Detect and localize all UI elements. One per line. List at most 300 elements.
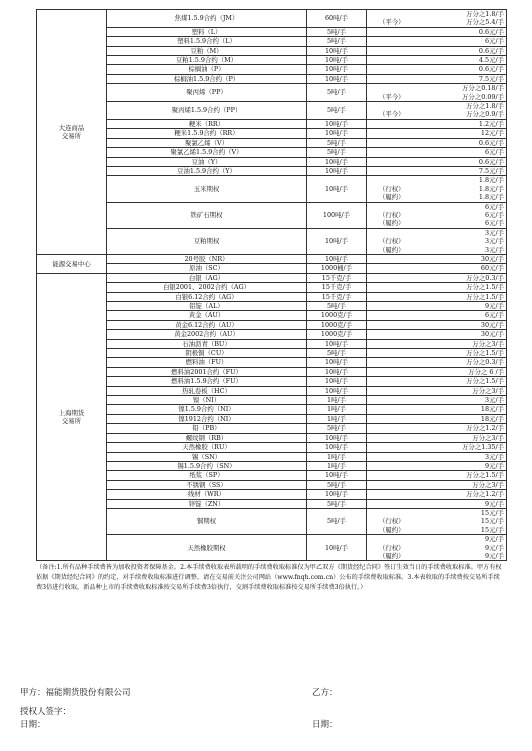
fee-line	[369, 47, 504, 55]
fee-line	[369, 84, 504, 92]
fee-cell	[367, 414, 507, 423]
fee-line	[369, 462, 504, 470]
product-cell: 塑料1.5.9合约（L）	[107, 37, 307, 46]
table-row	[37, 264, 507, 273]
fee-qualifier: （行权）	[379, 517, 405, 526]
fee-value: 万分之3/手	[472, 339, 504, 348]
fee-cell	[367, 358, 507, 367]
fee-cell	[367, 46, 507, 55]
fee-line	[369, 148, 504, 156]
fee-line	[369, 56, 504, 64]
fee-line	[369, 481, 504, 489]
table-row	[37, 10, 507, 28]
fee-cell	[367, 65, 507, 74]
unit-cell: 10吨/手	[307, 433, 367, 442]
fee-value: 万分之1.8/手	[466, 10, 504, 18]
fee-qualifier	[369, 340, 379, 348]
unit-cell: 10吨/手	[307, 386, 367, 395]
fee-value: 12元/手	[480, 129, 504, 138]
fee-value: 万分之3/手	[472, 386, 504, 395]
table-row	[37, 433, 507, 442]
table-row	[37, 74, 507, 83]
table-row	[37, 46, 507, 55]
fee-qualifier	[369, 102, 379, 110]
fee-cell	[367, 228, 507, 254]
fee-value: 0.6元/手	[478, 27, 504, 36]
fee-cell	[367, 471, 507, 480]
fee-qualifier	[369, 535, 379, 543]
fee-qualifier: （平今）	[379, 92, 405, 101]
fee-cell	[367, 330, 507, 339]
fee-cell	[367, 367, 507, 376]
table-row	[37, 367, 507, 376]
product-cell: 黄金2002合约（AU）	[107, 330, 307, 339]
fee-line	[369, 274, 504, 282]
product-cell: 石油沥青（BU）	[107, 339, 307, 348]
fee-value: 万分之1.5/手	[466, 292, 504, 301]
fee-cell	[367, 405, 507, 414]
unit-cell: 10吨/手	[307, 65, 367, 74]
fee-value: 1.2元/手	[478, 119, 504, 128]
product-cell: 燃料油1.5.9合约（FU）	[107, 377, 307, 386]
table-row	[37, 508, 507, 534]
fee-value: 6元/手	[484, 202, 504, 211]
date-b-label: 日期：	[312, 720, 338, 730]
remarks-note: （备注:1.所有品种手续费皆为加收投资者保障基金。2.本手续费收取表所载明的手续费收取标准仅为甲乙双方《期货经纪合同》签订生效当日的手续费收取标准。甲方有权依据《期货经纪合同》的约定，对手续费收取标准进行调整。请在交易前关注公司网站（www.fnqh.com.cn）公布的手续费收取标准。3.本表收取的手续费按交易所手续费3倍进行收取，新品种上市的手续费收取标准按交易所手续费3倍执行，交割手续费收取标准按交易所手续费3倍执行。）	[36, 564, 502, 592]
fee-value: 15元/手	[480, 525, 504, 534]
fee-line	[369, 453, 504, 461]
product-cell: 豆粕1.5.9合约（M）	[107, 56, 307, 65]
fee-line	[369, 415, 504, 423]
fee-line	[369, 246, 504, 254]
fee-value: 18元/手	[480, 414, 504, 423]
fee-qualifier	[369, 37, 379, 45]
unit-cell: 10吨/手	[307, 535, 367, 561]
table-row	[37, 490, 507, 499]
fee-qualifier	[369, 274, 379, 282]
exchange-cell	[37, 273, 107, 561]
product-cell: 锡1.5.9合约（SN）	[107, 461, 307, 470]
fee-cell	[367, 119, 507, 128]
fee-value: 6元/手	[484, 311, 504, 320]
product-cell: 棕榈油1.5.9合约（P）	[107, 74, 307, 83]
product-cell: 焦煤1.5.9合约（JM）	[107, 10, 307, 28]
unit-cell: 5吨/手	[307, 102, 367, 120]
fee-qualifier	[369, 129, 379, 137]
fee-qualifier: （行权）	[379, 210, 405, 219]
table-row	[37, 56, 507, 65]
fee-line	[369, 526, 504, 534]
fee-value: 万分之1.5/手	[466, 349, 504, 358]
unit-cell: 10吨/手	[307, 443, 367, 452]
fee-line	[369, 377, 504, 385]
product-cell: 天然橡胶（RU）	[107, 443, 307, 452]
fee-qualifier	[369, 405, 379, 413]
fee-line	[369, 110, 504, 118]
fee-cell	[367, 424, 507, 433]
fee-line	[369, 368, 504, 376]
table-row	[37, 535, 507, 561]
unit-cell: 5吨/手	[307, 499, 367, 508]
fee-qualifier	[369, 434, 379, 442]
product-cell: 铜期权	[107, 508, 307, 534]
fee-qualifier	[369, 311, 379, 319]
product-cell: 聚丙烯1.5.9合约（PP）	[107, 102, 307, 120]
fee-value: 万分之0.18/手	[462, 84, 504, 93]
table-row	[37, 339, 507, 348]
table-row	[37, 320, 507, 329]
fee-qualifier	[369, 368, 379, 376]
product-cell: 热轧卷板（HC）	[107, 386, 307, 395]
unit-cell: 15千克/手	[307, 273, 367, 282]
unit-cell: 1吨/手	[307, 414, 367, 423]
fee-value: 0.6元/手	[478, 138, 504, 147]
product-cell: 豆油1.5.9合约（Y）	[107, 166, 307, 175]
fee-cell	[367, 166, 507, 175]
fee-value: 6元/手	[484, 148, 504, 157]
fee-qualifier: （平今）	[379, 110, 405, 119]
unit-cell: 10吨/手	[307, 129, 367, 138]
product-cell: 粳米1.5.9合约（RR）	[107, 129, 307, 138]
fee-value: 0.6元/手	[478, 46, 504, 55]
table-row	[37, 349, 507, 358]
party-b-label: 乙方：	[312, 688, 338, 698]
product-cell: 燃料油（FU）	[107, 358, 307, 367]
fee-value: 9元/手	[484, 499, 504, 508]
exchange-name-line: 能源交易中心	[52, 259, 91, 268]
table-row	[37, 396, 507, 405]
fee-schedule-document	[36, 9, 506, 593]
fee-line	[369, 535, 504, 543]
product-cell: 玉米期权	[107, 176, 307, 202]
product-cell: 白银6.12合约（AG）	[107, 292, 307, 301]
unit-cell: 5吨/手	[307, 302, 367, 311]
fee-line	[369, 65, 504, 73]
fee-table	[36, 9, 507, 561]
fee-value: 6元/手	[484, 37, 504, 46]
date-a-label: 日期：	[20, 720, 46, 730]
fee-line	[369, 321, 504, 329]
exchange-cell	[37, 10, 107, 255]
fee-value: 9元/手	[484, 461, 504, 470]
table-row	[37, 202, 507, 228]
fee-line	[369, 293, 504, 301]
unit-cell: 5吨/手	[307, 508, 367, 534]
fee-line	[369, 139, 504, 147]
product-cell: 粳米（RR）	[107, 119, 307, 128]
fee-line	[369, 396, 504, 404]
fee-qualifier	[369, 471, 379, 479]
fee-cell	[367, 129, 507, 138]
fee-line	[369, 120, 504, 128]
fee-line	[369, 237, 504, 245]
fee-value: 万分之0.3/手	[466, 273, 504, 282]
fee-value: 4.5元/手	[478, 56, 504, 65]
fee-line	[369, 349, 504, 357]
fee-qualifier	[369, 302, 379, 310]
fee-line	[369, 517, 504, 525]
fee-cell	[367, 508, 507, 534]
product-cell: 聚氯乙烯1.5.9合约（V）	[107, 148, 307, 157]
fee-qualifier	[369, 293, 379, 301]
fee-qualifier	[369, 481, 379, 489]
unit-cell: 10吨/手	[307, 254, 367, 263]
fee-line	[369, 552, 504, 560]
table-row	[37, 386, 507, 395]
table-row	[37, 27, 507, 36]
fee-value: 6元/手	[484, 210, 504, 219]
unit-cell: 1吨/手	[307, 452, 367, 461]
unit-cell: 10吨/手	[307, 339, 367, 348]
fee-cell	[367, 157, 507, 166]
fee-cell	[367, 499, 507, 508]
unit-cell: 1000克/手	[307, 330, 367, 339]
fee-value: 万分之1.5/手	[466, 471, 504, 480]
fee-qualifier	[369, 387, 379, 395]
fee-value: 万分之1.2/手	[466, 424, 504, 433]
unit-cell: 5吨/手	[307, 138, 367, 147]
table-row	[37, 176, 507, 202]
fee-cell	[367, 396, 507, 405]
exchange-name-line: 交易所	[61, 131, 82, 140]
product-cell: 纸浆（SP）	[107, 471, 307, 480]
unit-cell: 60吨/手	[307, 10, 367, 28]
table-row	[37, 102, 507, 120]
fee-line	[369, 340, 504, 348]
fee-cell	[367, 264, 507, 273]
fee-line	[369, 255, 504, 263]
table-row	[37, 424, 507, 433]
fee-qualifier	[369, 453, 379, 461]
product-cell: 豆粕期权	[107, 228, 307, 254]
product-cell: 黄金6.12合约（AU）	[107, 320, 307, 329]
unit-cell: 10吨/手	[307, 74, 367, 83]
fee-qualifier	[369, 10, 379, 18]
fee-value: 18元/手	[480, 405, 504, 414]
fee-line	[369, 405, 504, 413]
table-row	[37, 148, 507, 157]
fee-value: 万分之0.3/手	[466, 358, 504, 367]
table-row	[37, 302, 507, 311]
fee-value: 1.8元/手	[478, 193, 504, 202]
product-cell: 镍1912合约（NI）	[107, 414, 307, 423]
product-cell: 锌锭（ZN）	[107, 499, 307, 508]
fee-qualifier	[369, 264, 379, 272]
fee-value: 60元/手	[480, 264, 504, 273]
fee-value: 3元/手	[484, 396, 504, 405]
fee-line	[369, 283, 504, 291]
fee-cell	[367, 490, 507, 499]
fee-line	[369, 330, 504, 338]
fee-qualifier: （履约）	[379, 219, 405, 228]
fee-qualifier	[369, 424, 379, 432]
fee-cell	[367, 74, 507, 83]
unit-cell: 10吨/手	[307, 367, 367, 376]
unit-cell: 15千克/手	[307, 292, 367, 301]
product-cell: 聚氯乙烯（V）	[107, 138, 307, 147]
fee-cell	[367, 452, 507, 461]
unit-cell: 1吨/手	[307, 396, 367, 405]
product-cell: 天然橡胶期权	[107, 535, 307, 561]
fee-qualifier: （履约）	[379, 245, 405, 254]
fee-cell	[367, 148, 507, 157]
fee-value: 9元/手	[484, 551, 504, 560]
fee-value: 3元/手	[484, 237, 504, 246]
fee-value: 9元/手	[484, 543, 504, 552]
fee-qualifier	[369, 176, 379, 184]
fee-line	[369, 28, 504, 36]
fee-value: 1.8元/手	[478, 184, 504, 193]
fee-qualifier	[369, 148, 379, 156]
fee-cell	[367, 339, 507, 348]
fee-qualifier	[369, 139, 379, 147]
unit-cell: 1000克/手	[307, 320, 367, 329]
table-row	[37, 65, 507, 74]
unit-cell: 5吨/手	[307, 480, 367, 489]
fee-qualifier	[369, 47, 379, 55]
product-cell: 塑料（L）	[107, 27, 307, 36]
fee-line	[369, 229, 504, 237]
unit-cell: 1吨/手	[307, 461, 367, 470]
table-row	[37, 414, 507, 423]
fee-qualifier	[369, 229, 379, 237]
unit-cell: 10吨/手	[307, 358, 367, 367]
fee-line	[369, 311, 504, 319]
table-row	[37, 119, 507, 128]
table-row	[37, 480, 507, 489]
unit-cell: 15千克/手	[307, 283, 367, 292]
fee-qualifier	[369, 167, 379, 175]
fee-cell	[367, 56, 507, 65]
table-row	[37, 228, 507, 254]
fee-value: 万分之3/手	[472, 433, 504, 442]
table-row	[37, 452, 507, 461]
product-cell: 镍1.5.9合约（NI）	[107, 405, 307, 414]
fee-value: 万分之3/手	[472, 480, 504, 489]
table-row	[37, 330, 507, 339]
fee-line	[369, 490, 504, 498]
fee-qualifier	[369, 396, 379, 404]
unit-cell: 10吨/手	[307, 119, 367, 128]
unit-cell: 10吨/手	[307, 176, 367, 202]
table-row	[37, 311, 507, 320]
table-row	[37, 129, 507, 138]
unit-cell: 100吨/手	[307, 202, 367, 228]
unit-cell: 10吨/手	[307, 490, 367, 499]
product-cell: 燃料油2001合约（FU）	[107, 367, 307, 376]
product-cell: 20号胶（NR）	[107, 254, 307, 263]
fee-line	[369, 167, 504, 175]
exchange-cell	[37, 254, 107, 273]
fee-qualifier	[369, 330, 379, 338]
fee-cell	[367, 283, 507, 292]
fee-cell	[367, 349, 507, 358]
product-cell: 螺纹钢（RB）	[107, 433, 307, 442]
fee-line	[369, 158, 504, 166]
fee-line	[369, 75, 504, 83]
fee-value: 万分之5.4/手	[466, 18, 504, 27]
product-cell: 不锈钢（SS）	[107, 480, 307, 489]
unit-cell: 1吨/手	[307, 405, 367, 414]
fee-qualifier	[369, 255, 379, 263]
fee-cell	[367, 202, 507, 228]
fee-value: 万分之1.35/手	[462, 443, 504, 452]
fee-cell	[367, 311, 507, 320]
fee-value: 万分之0.09/手	[462, 92, 504, 101]
fee-cell	[367, 443, 507, 452]
fee-value: 6元/手	[484, 219, 504, 228]
fee-line	[369, 387, 504, 395]
fee-value: 万分之1.8/手	[466, 102, 504, 111]
unit-cell: 1000桶/手	[307, 264, 367, 273]
fee-cell	[367, 176, 507, 202]
fee-qualifier	[369, 462, 379, 470]
fee-qualifier	[369, 28, 379, 36]
table-row	[37, 377, 507, 386]
fee-cell	[367, 27, 507, 36]
table-row	[37, 471, 507, 480]
fee-qualifier: （履约）	[379, 193, 405, 202]
party-a-label: 甲方：福能期货股份有限公司	[20, 688, 131, 698]
fee-cell	[367, 273, 507, 282]
fee-line	[369, 264, 504, 272]
unit-cell: 5吨/手	[307, 37, 367, 46]
fee-cell	[367, 102, 507, 120]
table-row	[37, 405, 507, 414]
unit-cell: 5吨/手	[307, 84, 367, 102]
fee-line	[369, 93, 504, 101]
fee-qualifier	[369, 415, 379, 423]
fee-value: 15元/手	[480, 517, 504, 526]
fee-line	[369, 302, 504, 310]
fee-qualifier	[369, 203, 379, 211]
unit-cell: 5吨/手	[307, 148, 367, 157]
exchange-name-line: 上海期货	[58, 408, 85, 417]
fee-value: 万分之 6 /手	[468, 367, 504, 376]
product-cell: 镍（NI）	[107, 396, 307, 405]
product-cell: 铝锭（AL）	[107, 302, 307, 311]
table-row	[37, 138, 507, 147]
fee-value: 15元/手	[480, 508, 504, 517]
fee-value: 30元/手	[480, 254, 504, 263]
product-cell: 铅（PB）	[107, 424, 307, 433]
fee-qualifier	[369, 509, 379, 517]
fee-line	[369, 544, 504, 552]
fee-value: 9元/手	[484, 302, 504, 310]
fee-qualifier: （行权）	[379, 184, 405, 193]
fee-cell	[367, 84, 507, 102]
table-row	[37, 358, 507, 367]
fee-value: 3元/手	[484, 245, 504, 254]
fee-value: 万分之1.5/手	[466, 283, 504, 292]
table-row	[37, 37, 507, 46]
fee-value: 30元/手	[480, 330, 504, 339]
fee-value: 1.8元/手	[478, 176, 504, 185]
fee-value: 9元/手	[484, 535, 504, 544]
fee-cell	[367, 433, 507, 442]
table-row	[37, 283, 507, 292]
unit-cell: 10吨/手	[307, 377, 367, 386]
fee-line	[369, 37, 504, 45]
fee-cell	[367, 302, 507, 311]
exchange-name-line: 大连商品	[58, 123, 85, 132]
fee-cell	[367, 10, 507, 28]
product-cell: 阴极铜（CU）	[107, 349, 307, 358]
fee-cell	[367, 377, 507, 386]
unit-cell: 5吨/手	[307, 349, 367, 358]
product-cell: 白银（AG）	[107, 273, 307, 282]
fee-cell	[367, 138, 507, 147]
